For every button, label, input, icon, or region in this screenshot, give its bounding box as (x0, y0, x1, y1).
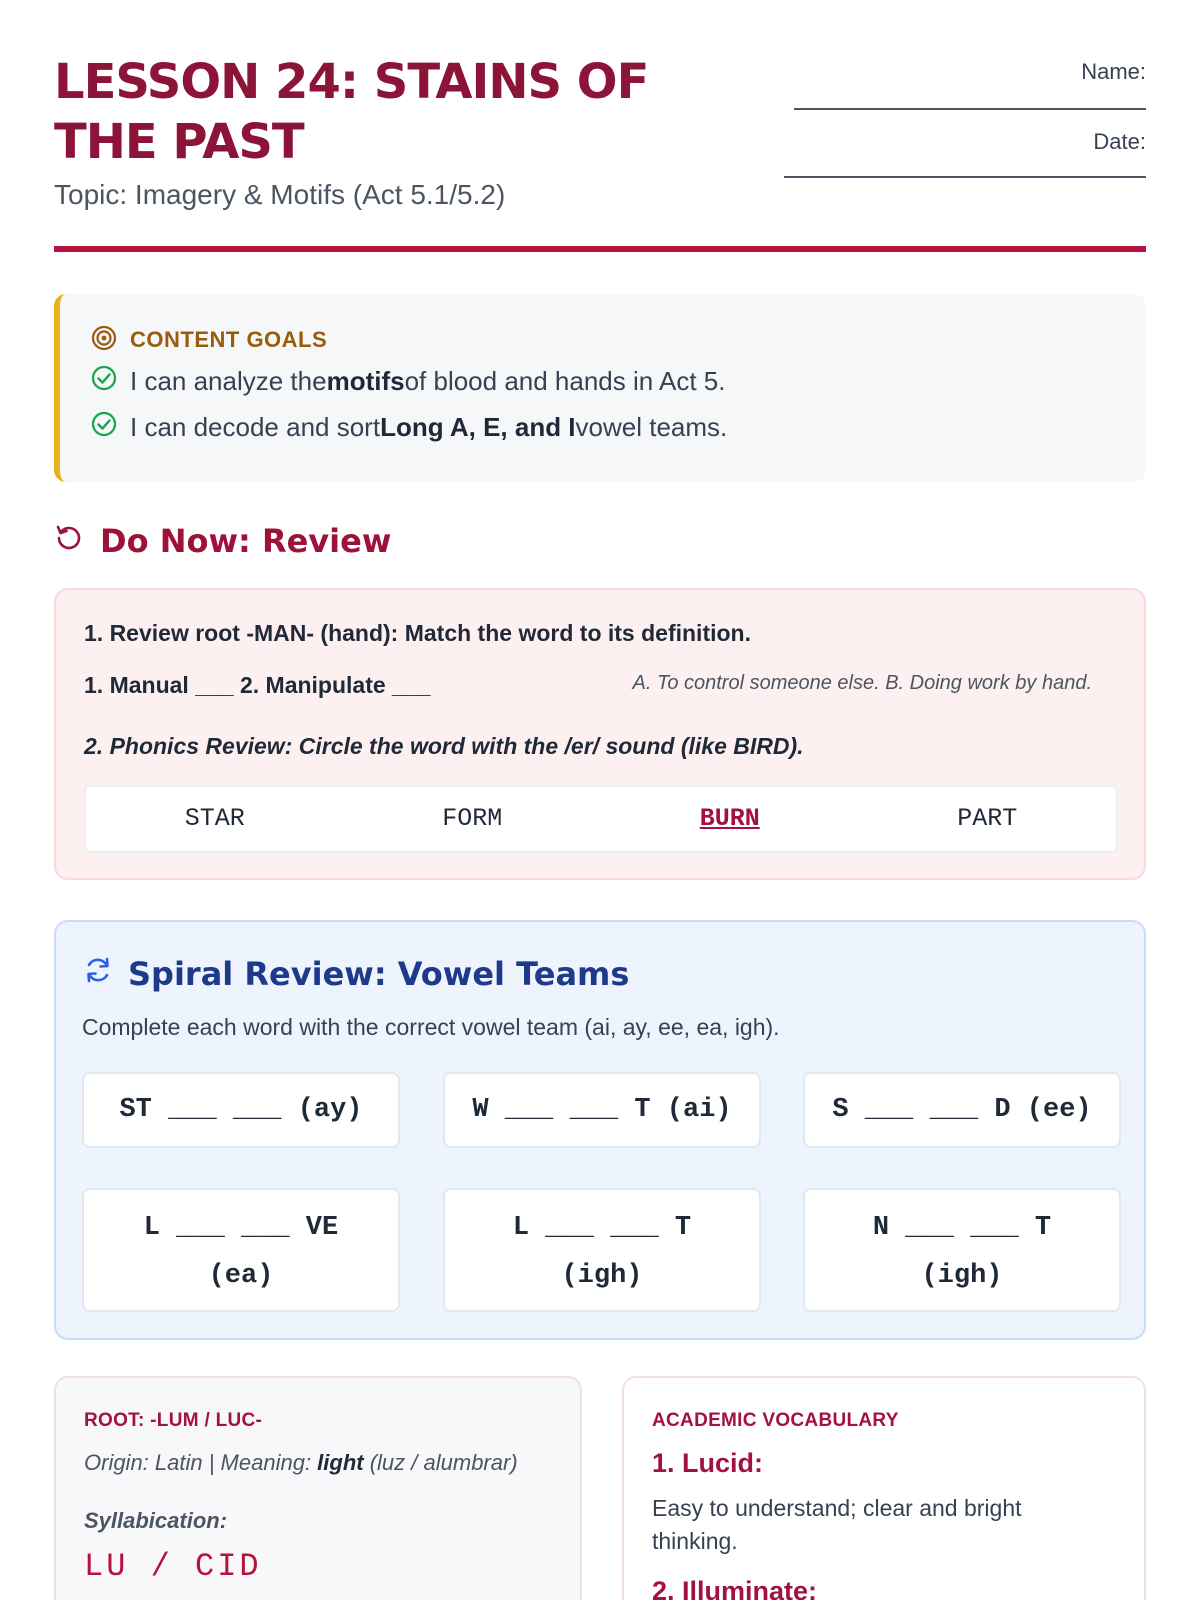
question-1-definitions: A. To control someone else. B. Doing work by hand. (632, 672, 1092, 694)
vowel-team-word: L ___ ___ VE (143, 1213, 339, 1243)
vocab-term-2: 2. Illuminate: (652, 1576, 818, 1600)
vowel-team-card[interactable]: ST ___ ___ (ay) (82, 1072, 400, 1148)
spiral-review-heading (82, 954, 629, 994)
vowel-team-word: N ___ ___ T (872, 1213, 1052, 1243)
goal-text-post: of blood and hands in Act 5. (404, 366, 726, 396)
goal-text-bold: Long A, E, and I (380, 412, 576, 442)
page-title: LESSON 24: STAINS OF THE PAST (54, 54, 649, 170)
root-heading: ROOT: -LUM / LUC- (84, 1410, 263, 1431)
goal-text-pre: I can analyze the (130, 366, 327, 396)
question-1-items[interactable]: 1. Manual ___ 2. Manipulate ___ (84, 672, 431, 698)
check-circle-icon (90, 364, 118, 399)
vocab-term-1: 1. Lucid: (652, 1448, 764, 1478)
date-label: Date: (1093, 129, 1146, 154)
history-icon (54, 522, 84, 560)
vocab-definition-1: Easy to understand; clear and bright thinking. (652, 1495, 1022, 1554)
vowel-team-card[interactable]: S ___ ___ D (ee) (803, 1072, 1121, 1148)
spiral-review-title: Spiral Review: Vowel Teams (128, 955, 630, 993)
vowel-team-hint: (ea) (208, 1261, 274, 1291)
date-field[interactable] (784, 176, 1146, 178)
goal-item (90, 364, 726, 399)
academic-vocabulary-box (622, 1376, 1146, 1600)
target-icon (90, 324, 118, 356)
choice-star[interactable]: STAR (184, 804, 245, 833)
spiral-review-box (54, 920, 1146, 1340)
header (54, 52, 1146, 252)
question-1: 1. Review root -MAN- (hand): Match the word to its definition. (84, 620, 751, 646)
origin-prefix: Origin: Latin | Meaning: (84, 1450, 318, 1475)
goal-text-post: vowel teams. (575, 412, 728, 442)
vowel-team-card[interactable]: W ___ ___ T (ai) (443, 1072, 761, 1148)
content-goals-title: CONTENT GOALS (130, 327, 328, 352)
spiral-review-instructions: Complete each word with the correct vowel team (ai, ay, ee, ea, igh). (82, 1014, 780, 1040)
do-now-box (54, 588, 1146, 880)
worksheet-page (54, 0, 1146, 1600)
goal-text-bold: motifs (326, 366, 405, 396)
origin-suffix: (luz / alumbrar) (363, 1450, 518, 1475)
choice-burn[interactable]: BURN (699, 804, 760, 833)
do-now-heading (54, 522, 391, 560)
name-date-box (776, 58, 1146, 154)
header-divider (54, 246, 1146, 252)
phonics-choices (84, 785, 1118, 853)
goal-item (90, 410, 727, 445)
choice-part[interactable]: PART (957, 804, 1018, 833)
refresh-icon (82, 954, 114, 994)
vocabulary-heading: ACADEMIC VOCABULARY (652, 1410, 899, 1431)
page-topic: Topic: Imagery & Motifs (Act 5.1/5.2) (54, 179, 506, 210)
root-origin (84, 1450, 518, 1476)
goal-text-pre: I can decode and sort (130, 412, 381, 442)
content-goals-box (54, 294, 1146, 482)
origin-meaning: light (317, 1450, 364, 1475)
vowel-team-card[interactable] (803, 1188, 1121, 1312)
do-now-title: Do Now: Review (100, 522, 392, 560)
question-2: 2. Phonics Review: Circle the word with the /er/ sound (like BIRD). (84, 733, 804, 759)
vowel-team-hint: (igh) (561, 1261, 643, 1291)
choice-form[interactable]: FORM (442, 804, 503, 833)
check-circle-icon (90, 410, 118, 445)
name-label: Name: (1081, 59, 1146, 84)
vowel-team-card[interactable] (443, 1188, 761, 1312)
vowel-team-hint: (igh) (921, 1261, 1003, 1291)
syllabication-label: Syllabication: (84, 1508, 228, 1533)
root-box (54, 1376, 582, 1600)
syllabication-value: LU / CID (84, 1548, 262, 1585)
vowel-team-card[interactable] (82, 1188, 400, 1312)
vowel-team-word: L ___ ___ T (512, 1213, 692, 1243)
name-field[interactable] (794, 108, 1146, 110)
content-goals-heading (90, 324, 327, 356)
